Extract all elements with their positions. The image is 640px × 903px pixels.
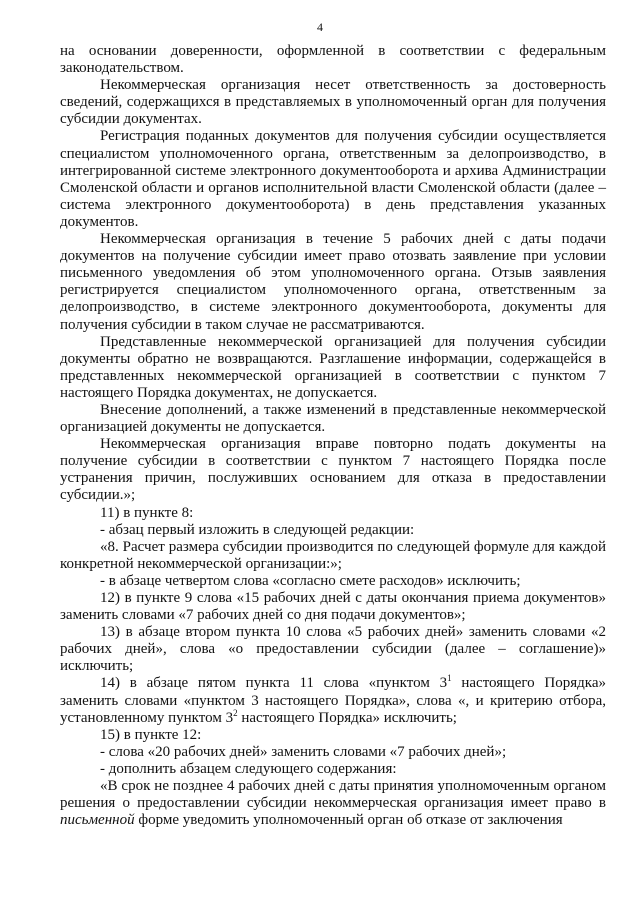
- paragraph-last: [60, 778, 606, 829]
- document-body: [60, 43, 606, 829]
- text-run: «В срок не позднее 4 рабочих дней с даты принятия уполномоченным органом решения о предоставлении субсидии некоммерческая организация имеет право в: [60, 778, 606, 812]
- paragraph: Некоммерческая организация вправе повторно подать документы на получение субсидии в соответствии с пунктом 7 настоящего Порядка после устранения причин, послуживших основанием для отказа в предоставлении субсидии.»;: [60, 436, 606, 504]
- page-number: 4: [317, 20, 323, 34]
- paragraph: - дополнить абзацем следующего содержания:: [100, 760, 397, 777]
- paragraph: 15) в пункте 12:: [100, 726, 202, 743]
- paragraph: 12) в пункте 9 слова «15 рабочих дней с даты окончания приема документов» заменить словами «7 рабочих дней со дня подачи документов»;: [60, 590, 606, 624]
- paragraph: - слова «20 рабочих дней» заменить словами «7 рабочих дней»;: [100, 743, 507, 760]
- text-run: настоящего Порядка» заменить словами «пунктом 3 настоящего Порядка», слова «, и критерию отбора, установленному пунктом 3: [60, 675, 606, 726]
- superscript: 2: [233, 707, 238, 718]
- superscript: 1: [447, 673, 452, 684]
- paragraph: Представленные некоммерческой организацией для получения субсидии документы обратно не возвращаются. Разглашение информации, содержащейся в представленных некоммерческой организацией в соответствии с пунктом 7 настоящего Порядка документах, не допускается.: [60, 333, 606, 401]
- paragraph: на основании доверенности, оформленной в соответствии с федеральным законодательством.: [60, 43, 606, 77]
- paragraph: «8. Расчет размера субсидии производится по следующей формуле для каждой конкретной некоммерческой организации:»;: [60, 538, 606, 572]
- paragraph: 11) в пункте 8:: [100, 504, 194, 521]
- paragraph: Некоммерческая организация в течение 5 рабочих дней с даты подачи документов на получение субсидии имеет право отозвать заявление при условии письменного уведомления об этом уполномоченного органа. Отзыв заявления регистрируется специалистом уполномоченного органа, ответственным за делопроизводство, в системе электронного документооборота, документы для получения субсидии в таком случае не рассматриваются.: [60, 231, 606, 333]
- italic-text: письменной: [60, 812, 135, 829]
- paragraph: Некоммерческая организация несет ответственность за достоверность сведений, содержащихся в представляемых в уполномоченный орган для получения субсидии документах.: [60, 77, 606, 128]
- paragraph: Внесение дополнений, а также изменений в представленные некоммерческой организацией документы не допускается.: [60, 401, 606, 436]
- paragraph: - в абзаце четвертом слова «согласно смете расходов» исключить;: [100, 572, 521, 589]
- text-run: 14) в абзаце пятом пункта 11 слова «пунктом 3: [100, 675, 448, 692]
- text-run: форме уведомить уполномоченный орган об отказе от заключения: [134, 812, 563, 829]
- paragraph-item-14: [60, 675, 606, 726]
- paragraph: Регистрация поданных документов для получения субсидии осуществляется специалистом уполномоченного органа, ответственным за делопроизводство, в интегрированной системе электронного документооборота и архива Администрации Смоленской области и органов исполнительной власти Смоленской области (далее – система электронного документооборота) в день представления указанных документов.: [60, 128, 606, 230]
- paragraph: - абзац первый изложить в следующей редакции:: [100, 521, 415, 538]
- text-run: настоящего Порядка» исключить;: [237, 709, 457, 726]
- paragraph: 13) в абзаце втором пункта 10 слова «5 рабочих дней» заменить словами «2 рабочих дней», слова «о предоставлении субсидии (далее – соглашение)» исключить;: [60, 624, 606, 675]
